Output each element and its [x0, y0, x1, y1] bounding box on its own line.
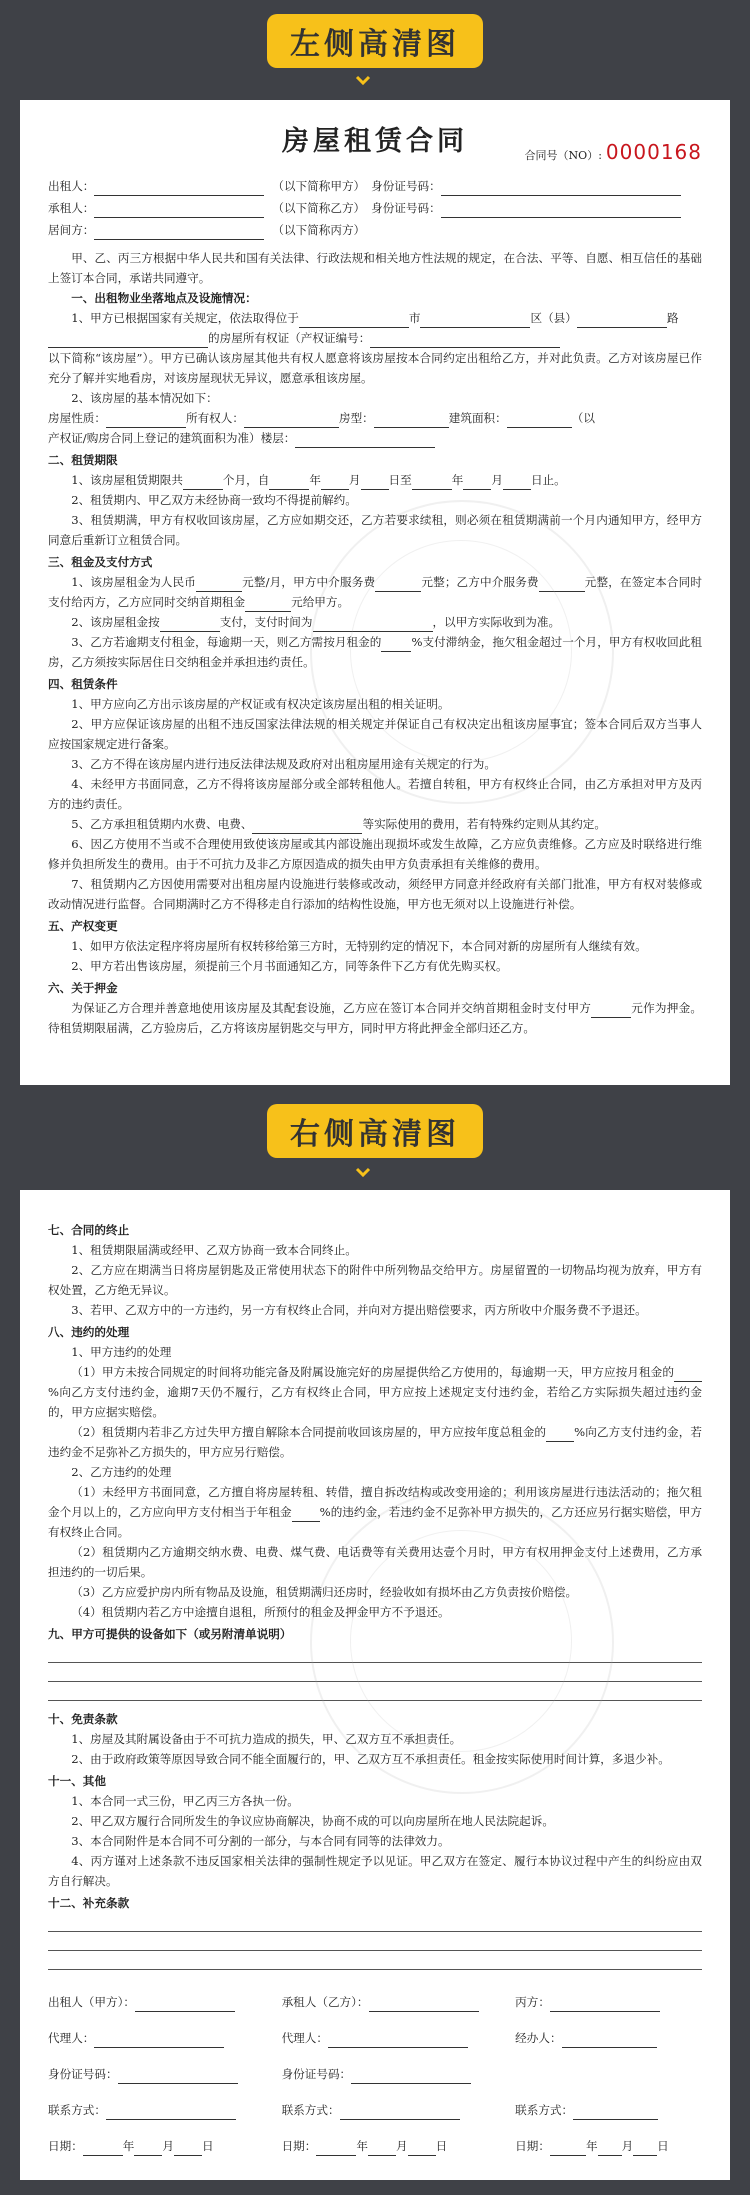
party-a-field[interactable] — [94, 181, 264, 196]
section-8-title: 八、违约的处理 — [48, 1325, 130, 1339]
clause-10-2: 2、由于政府政策等原因导致合同不能全面履行的，甲、乙双方互不承担责任。租金按实际使用时间计算，多退少补。 — [71, 1752, 670, 1766]
clause-4-6: 6、因乙方使用不当或不合理使用致使该房屋或其内部设施出现损坏或发生故障，乙方应负责维修。乙方应及时联络进行维修并负担所发生的费用。由于不可抗力及非乙方原因造成的损失由甲方负责承担有关维修的费用。 — [48, 837, 702, 871]
clause-7-2: 2、乙方应在期满当日将房屋钥匙及正常使用状态下的附件中所列物品交给甲方。房屋留置的一切物品均视为放弃，甲方有权处置，乙方绝无异议。 — [48, 1263, 702, 1297]
clause-4-2: 2、甲方应保证该房屋的出租不违反国家法律法规的相关规定并保证自己有权决定出租该房屋事宜；签本合同后双方当事人应按国家规定进行备案。 — [48, 717, 702, 751]
signature-row-id: 身份证号码： 身份证号码： — [48, 2056, 702, 2092]
clause-11-3: 3、本合同附件是本合同不可分割的一部分，与本合同有同等的法律效力。 — [71, 1834, 450, 1848]
intro: 甲、乙、丙三方根据中华人民共和国有关法律、行政法规和相关地方性法规的规定，在合法、平等、自愿、相互信任的基础上签订本合同，承诺共同遵守。 — [48, 251, 702, 285]
party-b-field[interactable] — [94, 203, 264, 218]
clause-5-1: 1、如甲方依法定程序将房屋所有权转移给第三方时，无特别约定的情况下，本合同对新的房屋所有人继续有效。 — [71, 939, 647, 953]
clause-10-1: 1、房屋及其附属设备由于不可抗力造成的损失，甲、乙双方互不承担责任。 — [71, 1732, 462, 1746]
banner-right — [0, 1104, 750, 1184]
party-c-field[interactable] — [94, 225, 264, 240]
contract-page-right — [20, 1190, 730, 2180]
party-a-id-field[interactable] — [441, 181, 681, 196]
clause-1-2-fields-cont: 产权证/购房合同上登记的建筑面积为准）楼层： — [48, 428, 702, 448]
clause-4-4: 4、未经甲方书面同意，乙方不得将该房屋部分或全部转租他人。若擅自转租，甲方有权终止合同，由乙方承担对甲方及丙方的违约责任。 — [48, 777, 702, 811]
supplement-line[interactable] — [48, 1951, 702, 1970]
clause-3-1: 1、该房屋租金为人民币 元整/月，甲方中介服务费 元整；乙方中介服务费 元整，在签定本合同时支付给丙方，乙方应同时交纳首期租金 元给甲方。 — [48, 572, 702, 612]
section-2-title: 二、租赁期限 — [48, 453, 118, 467]
contract-title: 房屋租赁合同 — [282, 126, 468, 157]
clause-5-2: 2、甲方若出售该房屋，须提前三个月书面通知乙方，同等条件下乙方有优先购买权。 — [71, 959, 508, 973]
clause-3-2: 2、该房屋租金按 支付，支付时间为 ，以甲方实际收到为准。 — [48, 612, 702, 632]
signature-row-contact: 联系方式： 联系方式： 联系方式： — [48, 2092, 702, 2128]
clause-2-1: 1、该房屋租赁期限共 个月，自 年 月 日至 年 月 日止。 — [48, 470, 702, 490]
supplement-line[interactable] — [48, 1932, 702, 1951]
clause-8-1-2: （2）租赁期内若非乙方过失甲方擅自解除本合同提前收回该房屋的，甲方应按年度总租金的 %向乙方支付违约金，若违约金不足弥补乙方损失的，甲方应另行赔偿。 — [48, 1425, 702, 1459]
section-4-title: 四、租赁条件 — [48, 677, 118, 691]
contract-number: 合同号（NO）: 0000168 — [524, 140, 702, 164]
clause-4-5: 5、乙方承担租赁期内水费、电费、 等实际使用的费用，若有特殊约定则从其约定。 — [48, 814, 702, 834]
equipment-line[interactable] — [48, 1663, 702, 1682]
banner-left — [0, 0, 750, 80]
equipment-line[interactable] — [48, 1682, 702, 1701]
equipment-line[interactable] — [48, 1644, 702, 1663]
clause-8-1-1: （1）甲方未按合同规定的时间将功能完备及附属设施完好的房屋提供给乙方使用的，每逾期一天，甲方应按月租金的%向乙方支付违约金，逾期7天仍不履行，乙方有权终止合同，甲方应按上述规定支付违约金，若给乙方实际损失超过违约金的，甲方应据实赔偿。 — [48, 1365, 702, 1419]
clause-11-4: 4、丙方谨对上述条款不违反国家相关法律的强制性规定予以见证。甲乙双方在签定、履行本协议过程中产生的纠纷应由双方自行解决。 — [48, 1854, 702, 1888]
section-1-title: 一、出租物业坐落地点及设施情况： — [71, 291, 257, 305]
clause-11-2: 2、甲乙双方履行合同所发生的争议应协商解决，协商不成的可以向房屋所在地人民法院起诉。 — [71, 1814, 554, 1828]
clause-8-2-1: （1）未经甲方书面同意，乙方擅自将房屋转租、转借，擅自拆改结构或改变用途的；利用该房屋进行违法活动的；拖欠租金个月以上的，乙方应向甲方支付相当于年租金 %的违约金，若违约金不足弥补甲方损失的，乙方还应另行据实赔偿，甲方有权终止合同。 — [48, 1485, 702, 1539]
section-12-title: 十二、补充条款 — [48, 1896, 130, 1910]
signature-row-party: 出租人（甲方）： 承租人（乙方）： 丙方： — [48, 1984, 702, 2020]
section-6-title: 六、关于押金 — [48, 981, 118, 995]
clause-2-3: 3、租赁期满，甲方有权收回该房屋，乙方应如期交还，乙方若要求续租，则必须在租赁期满前一个月内通知甲方，经甲方同意后重新订立租赁合同。 — [48, 513, 702, 547]
clause-8-1: 1、甲方违约的处理 — [71, 1345, 172, 1359]
party-c-row: 居间方： （以下简称丙方） — [48, 218, 702, 240]
section-11-title: 十一、其他 — [48, 1774, 106, 1788]
signature-row-date: 日期： 年 月 日 日期： 年 月 日 日期： 年 月 日 — [48, 2128, 702, 2164]
clause-1-1-text: 以下简称“该房屋”）。甲方已确认该房屋其他共有权人愿意将该房屋按本合同约定出租给乙方，并对此负责。乙方对该房屋已作充分了解并实地看房，对该房屋现状无异议，愿意承租该房屋。 — [48, 351, 702, 385]
clause-1-1: 1、甲方已根据国家有关规定，依法取得位于 市 区（县） 路 — [48, 308, 702, 328]
clause-7-3: 3、若甲、乙双方中的一方违约，另一方有权终止合同，并向对方提出赔偿要求，丙方所收中介服务费不予退还。 — [71, 1303, 647, 1317]
section-3-title: 三、租金及支付方式 — [48, 555, 153, 569]
clause-11-1: 1、本合同一式三份，甲乙丙三方各执一份。 — [71, 1794, 299, 1808]
clause-8-2-3: （3）乙方应爱护房内所有物品及设施，租赁期满归还房时，经验收如有损坏由乙方负责按价赔偿。 — [71, 1585, 578, 1599]
clause-8-2-2: （2）租赁期内乙方逾期交纳水费、电费、煤气费、电话费等有关费用达壹个月时，甲方有权用押金支付上述费用，乙方承担违约的一切后果。 — [48, 1545, 702, 1579]
clause-1-2: 2、该房屋的基本情况如下： — [71, 391, 218, 405]
clause-4-3: 3、乙方不得在该房屋内进行违反法律法规及政府对出租房屋用途有关规定的行为。 — [71, 757, 496, 771]
section-10-title: 十、免责条款 — [48, 1712, 118, 1726]
clause-4-1: 1、甲方应向乙方出示该房屋的产权证或有权决定该房屋出租的相关证明。 — [71, 697, 450, 711]
signature-row-agent: 代理人： 代理人： 经办人： — [48, 2020, 702, 2056]
contract-header — [48, 126, 702, 168]
banner-right-label: 右侧高清图 — [267, 1104, 483, 1158]
party-a-row: 出租人： （以下简称甲方） 身份证号码： — [48, 174, 702, 196]
clause-2-2: 2、租赁期内、甲乙双方未经协商一致均不得提前解约。 — [71, 493, 357, 507]
party-b-id-field[interactable] — [441, 203, 681, 218]
clause-8-2-4: （4）租赁期内若乙方中途擅自退租，所预付的租金及押金甲方不予退还。 — [71, 1605, 450, 1619]
section-5-title: 五、产权变更 — [48, 919, 118, 933]
section-9-title: 九、甲方可提供的设备如下（或另附清单说明） — [48, 1627, 292, 1641]
clause-8-2: 2、乙方违约的处理 — [71, 1465, 172, 1479]
clause-6-1: 为保证乙方合理并善意地使用该房屋及其配套设施，乙方应在签订本合同并交纳首期租金时支付甲方 元作为押金。待租赁期限届满，乙方验房后，乙方将该房屋钥匙交与甲方，同时甲方将此押金全部归还乙方。 — [48, 1001, 702, 1035]
supplement-line[interactable] — [48, 1913, 702, 1932]
clause-3-3: 3、乙方若逾期支付租金，每逾期一天，则乙方需按月租金的 %支付滞纳金，拖欠租金超过一个月，甲方有权收回此租房，乙方须按实际居住日交纳租金并承担违约责任。 — [48, 635, 702, 669]
party-b-row: 承租人： （以下简称乙方） 身份证号码： — [48, 196, 702, 218]
clause-1-2-fields: 房屋性质： 所有权人： 房型： 建筑面积： （以 — [48, 408, 702, 428]
signature-block — [48, 1984, 702, 2164]
banner-left-label: 左侧高清图 — [267, 14, 483, 68]
clause-7-1: 1、租赁期限届满或经甲、乙双方协商一致本合同终止。 — [71, 1243, 357, 1257]
section-7-title: 七、合同的终止 — [48, 1223, 130, 1237]
clause-4-7: 7、租赁期内乙方因使用需要对出租房屋内设施进行装修或改动，须经甲方同意并经政府有关部门批准，甲方有权对装修或改动情况进行监督。合同期满时乙方不得移走自行添加的结构性设施，甲方也无须对以上设施进行补偿。 — [48, 877, 702, 911]
clause-1-1-cont: 的房屋所有权证（产权证编号： — [48, 328, 702, 348]
contract-page-left — [20, 100, 730, 1085]
